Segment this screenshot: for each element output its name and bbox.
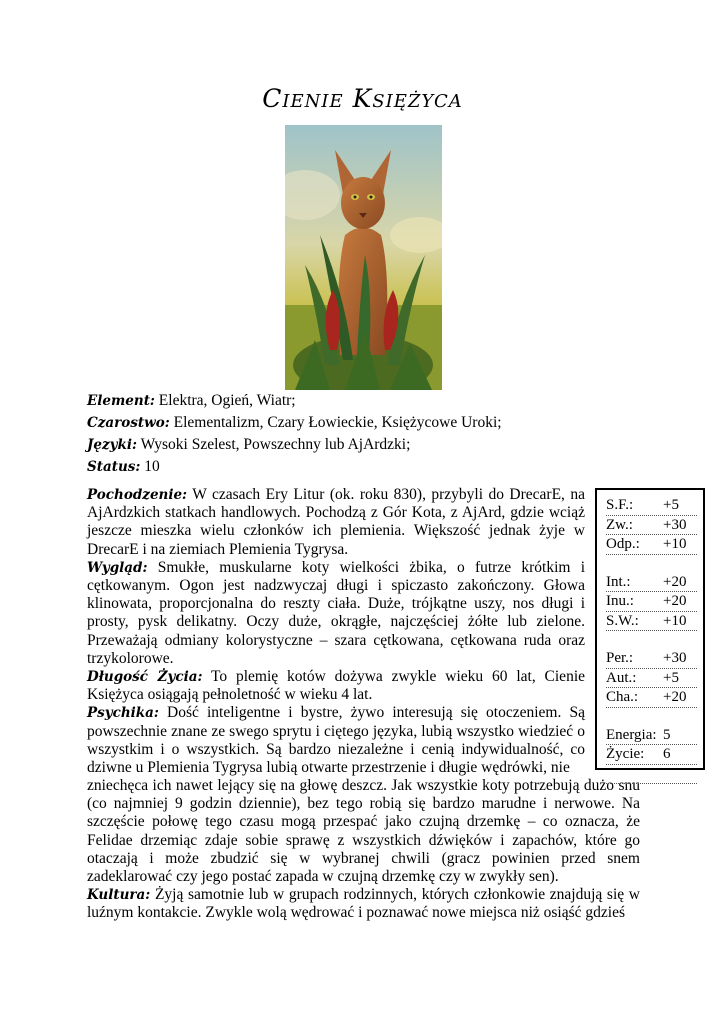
meta-value: 10 [144, 458, 160, 475]
stat-value: +5 [663, 497, 679, 513]
section-wyglad [87, 559, 585, 668]
meta-jezyki [87, 434, 647, 456]
section-psychika [87, 704, 585, 777]
stat-row [606, 516, 697, 536]
section-label: Psychika: [87, 705, 159, 722]
section-label: Kultura: [87, 887, 151, 904]
section-text: Smukłe, muskularne koty wielkości żbika, o futrze krótkim i cętkowanym. Ogon jest nadzwyczaj długi i spiczasto zakończony. Głowa klinowata, proporcjonalna do reszty ciała. Duże, trójkątne uszy, nos długi i prosty, pysk delikatny. Oczy duże, okrągłe, najczęściej żółte lub zielone. Przeważają odmiany kolorystyczne – szara cętkowana, cętkowana ruda oraz trzykolorowe. [87, 558, 586, 667]
section-label: Wygląd: [87, 559, 148, 576]
section-text: Dość inteligentne i bystre, żywo interesują się otoczeniem. Są powszechnie znane ze swego sprytu i ciętego języka, lubią wszystko wiedzieć o wszystkim i o wszystkich. Są bardzo niezależne i cenią indywidualność, co dziwne u Plemienia Tygrysa lubią otwarte przestrzenie i długie wędrówki, nie [87, 704, 585, 777]
stat-key: Int.: [606, 573, 631, 590]
stat-row [606, 726, 697, 746]
stat-key: Energia: [606, 726, 657, 743]
description-narrow [87, 486, 585, 777]
description-wide [87, 777, 640, 923]
stat-key: Per.: [606, 650, 634, 666]
stat-value: +10 [663, 612, 687, 629]
stat-gap [606, 631, 697, 649]
section-text: zniechęca ich nawet lejący się na głowę deszcz. Jak wszystkie koty potrzebują dużo snu (co najmniej 9 godzin dziennie), bez tego robią się bardzo marudne i nerwowe. Na szczęście połowę tego czasu mogą przespać jako czujną drzemkę – co oznacza, że Felidae drzemiąc zdaje sobie sprawę z wszystkich dźwięków i zapachów, które go otaczają i może zbudzić się w wybranej chwili (gracz powinien przed snem zadeklarować czy jego postać zapada w czujną drzemkę czy w zwykły sen). [87, 777, 640, 886]
section-dlugosc-zycia [87, 668, 585, 704]
stat-gap [606, 708, 697, 726]
stat-row [606, 765, 697, 785]
section-text: W czasach Ery Litur (ok. roku 830), przybyli do DrecarE, na AjArdzkich statkach handlowych. Pochodzą z Gór Kota, z AjArd, gdzie wciąż jeszcze mieszka wielu członków ich plemienia. Większość jednak żyje w DrecarE i na ziemiach Plemienia Tygrysa. [87, 486, 585, 558]
stat-value: +30 [663, 516, 687, 533]
stat-key: Życie: [606, 746, 645, 762]
stat-value: +30 [663, 650, 687, 666]
page-title: Cienie Księżyca [262, 84, 463, 113]
meta-value: Elementalizm, Czary Łowieckie, Księżycowe Uroki; [173, 414, 502, 431]
stats-box [595, 488, 705, 770]
stat-row [606, 649, 697, 669]
stat-value: 6 [663, 746, 671, 762]
stat-row [606, 612, 697, 632]
meta-value: Elektra, Ogień, Wiatr; [158, 392, 296, 409]
section-label: Długość Życia: [87, 669, 203, 686]
meta-value: Wysoki Szelest, Powszechny lub AjArdzki; [140, 436, 411, 453]
meta-status [87, 456, 647, 478]
meta-label: Języki: [87, 437, 137, 453]
section-psychika-cont [87, 777, 640, 886]
stat-value: +5 [663, 669, 679, 686]
stat-value: +10 [663, 536, 687, 552]
section-label: Pochodzenie: [87, 487, 188, 503]
meta-label: Status: [87, 459, 141, 475]
stat-row [606, 573, 697, 593]
stat-row [606, 669, 697, 689]
meta-czarostwo [87, 412, 647, 434]
stat-key: Aut.: [606, 669, 637, 686]
stat-key: S.F.: [606, 497, 634, 513]
section-kultura [87, 886, 640, 922]
stat-value [663, 765, 697, 784]
cat-portrait-image [285, 125, 442, 390]
section-text: To plemię kotów dożywa zwykle wieku 60 lat, Cienie Księżyca osiągają pełnoletność w wieku 4 lat. [87, 668, 585, 704]
stat-row [606, 496, 697, 516]
stat-value: +20 [663, 593, 687, 609]
stat-key: Odp.: [606, 536, 640, 552]
stat-value: +20 [663, 573, 687, 590]
race-attributes [87, 390, 647, 478]
section-text: Żyją samotnie lub w grupach rodzinnych, których członkowie znajdują się w luźnym kontakcie. Zwykle wolą wędrować i poznawać nowe miejsca niż osiąść gdzieś [87, 886, 640, 922]
stat-value: 5 [663, 726, 671, 743]
meta-element [87, 390, 647, 412]
stat-key: Zw.: [606, 516, 633, 533]
stat-value: +20 [663, 689, 687, 705]
stat-row [606, 592, 697, 612]
meta-label: Czarostwo: [87, 415, 170, 431]
stat-gap [606, 555, 697, 573]
stat-row [606, 535, 697, 555]
meta-label: Element: [87, 393, 155, 409]
stat-key: Inu.: [606, 593, 634, 609]
stat-key: Cha.: [606, 689, 639, 705]
section-pochodzenie [87, 486, 585, 559]
stat-row [606, 688, 697, 708]
stat-row [606, 745, 697, 765]
stat-key: S.W.: [606, 612, 639, 629]
